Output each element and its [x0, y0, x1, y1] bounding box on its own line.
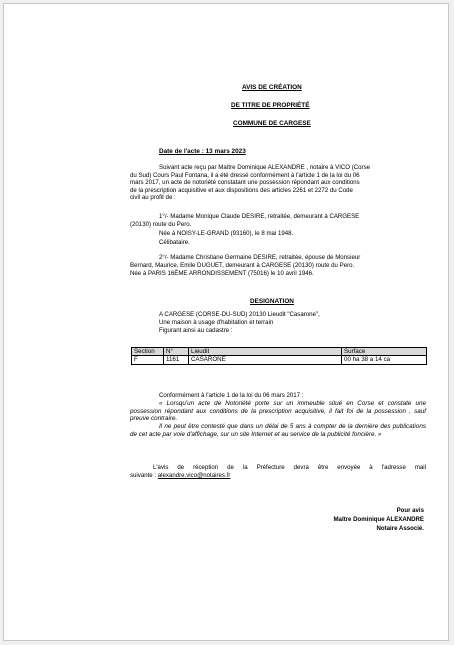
table-header-row	[132, 348, 427, 356]
beneficiary-1-status: Célibataire.	[159, 239, 190, 246]
beneficiary-2-line: Bernard, Maurice, Emile DUGUET, demeurant à CARGESE (20130) route du Pero.	[130, 262, 355, 269]
designation-line: Figurant ainsi au cadastre :	[159, 327, 233, 334]
signature-title: Notaire Associé.	[376, 525, 424, 532]
intro-line: Suivant acte reçu par Maître Dominique ALEXANDRE , notaire à VICO (Corse	[159, 164, 371, 171]
cadastre-table	[131, 347, 427, 365]
table-cell: F	[132, 356, 164, 364]
reception-suivante: suivante :	[130, 472, 157, 479]
column-header: Surface	[342, 348, 427, 356]
beneficiary-1-line: (20130) route du Pero.	[130, 221, 192, 228]
intro-line: de la prescription acquisitive et aux dispositions des articles 2261 et 2272 du Code	[130, 186, 353, 194]
intro-line: mars 2017, un acte de notoriété constatant une possession répondant aux conditions	[130, 179, 360, 186]
title-titre-propriete: DE TITRE DE PROPRIÉTÉ	[231, 102, 310, 109]
intro-line: du Sud) Cours Paul Fontana, il a été dressé conformément à l'article 1 de la loi du 06	[130, 171, 360, 179]
reception-text: L'avis de réception de la Préfecture devra être envoyée à l'adresse mail	[153, 464, 426, 471]
signature-pour-avis: Pour avis	[396, 507, 424, 514]
table-cell: 1161	[164, 356, 189, 364]
beneficiary-2-birth: Née à PARIS 16ÈME ARRONDISSEMENT (75016) le 10 avril 1946.	[130, 270, 314, 277]
designation-line: A CARGESE (CORSE-DU-SUD) 20130 Lieudit "Casarone",	[159, 311, 320, 318]
date-acte: Date de l'acte : 13 mars 2023	[159, 148, 246, 155]
document-page	[3, 3, 449, 641]
beneficiary-1-birth: Née à NOISY-LE-GRAND (93160), le 8 mai 1948.	[159, 230, 294, 237]
column-header: Section	[132, 348, 164, 356]
column-header: N°	[164, 348, 189, 356]
beneficiary-1-line: 1°/- Madame Monique Claude DESIRE, retraitée, demeurant à CARGESE	[159, 213, 360, 220]
designation-heading: DESIGNATION	[250, 298, 294, 305]
title-avis-creation: AVIS DE CRÉATION	[242, 84, 302, 91]
table-cell: CASARONE	[189, 356, 342, 364]
table-cell: 00 ha 38 a 14 ca	[342, 356, 427, 364]
reception-email-line	[130, 472, 230, 480]
beneficiary-2-line: 2°/- Madame Christiane Germaine DESIRE, retraitée, épouse de Monsieur	[159, 254, 361, 261]
column-header: Lieudit	[189, 348, 342, 356]
table-row	[132, 356, 427, 364]
email-link[interactable]: alexandre.vico@notaires.fr	[157, 472, 231, 479]
title-commune: COMMUNE DE CARGESE	[233, 120, 311, 127]
intro-line: civil au profit de :	[130, 194, 176, 201]
loi-quote-1: « Lorsqu'un acte de Notoriété porte sur un immeuble situé en Corse et constate une possession répondant aux conditions de la prescription acquisitive, il fait foi de la possession , sauf preuve contraire.	[130, 400, 426, 422]
signature-name: Maître Dominique ALEXANDRE	[333, 516, 424, 523]
loi-intro: Conformément à l'article 1 de la loi du 06 mars 2017 :	[159, 392, 304, 399]
loi-quote-2: Il ne peut être contesté que dans un délai de 5 ans à compter de la dernière des publications de cet acte par voie d'affichage, sur un site Internet et au service de la publicité foncière. »	[130, 423, 426, 438]
designation-line: Une maison à usage d'habitation et terrain	[159, 319, 274, 326]
